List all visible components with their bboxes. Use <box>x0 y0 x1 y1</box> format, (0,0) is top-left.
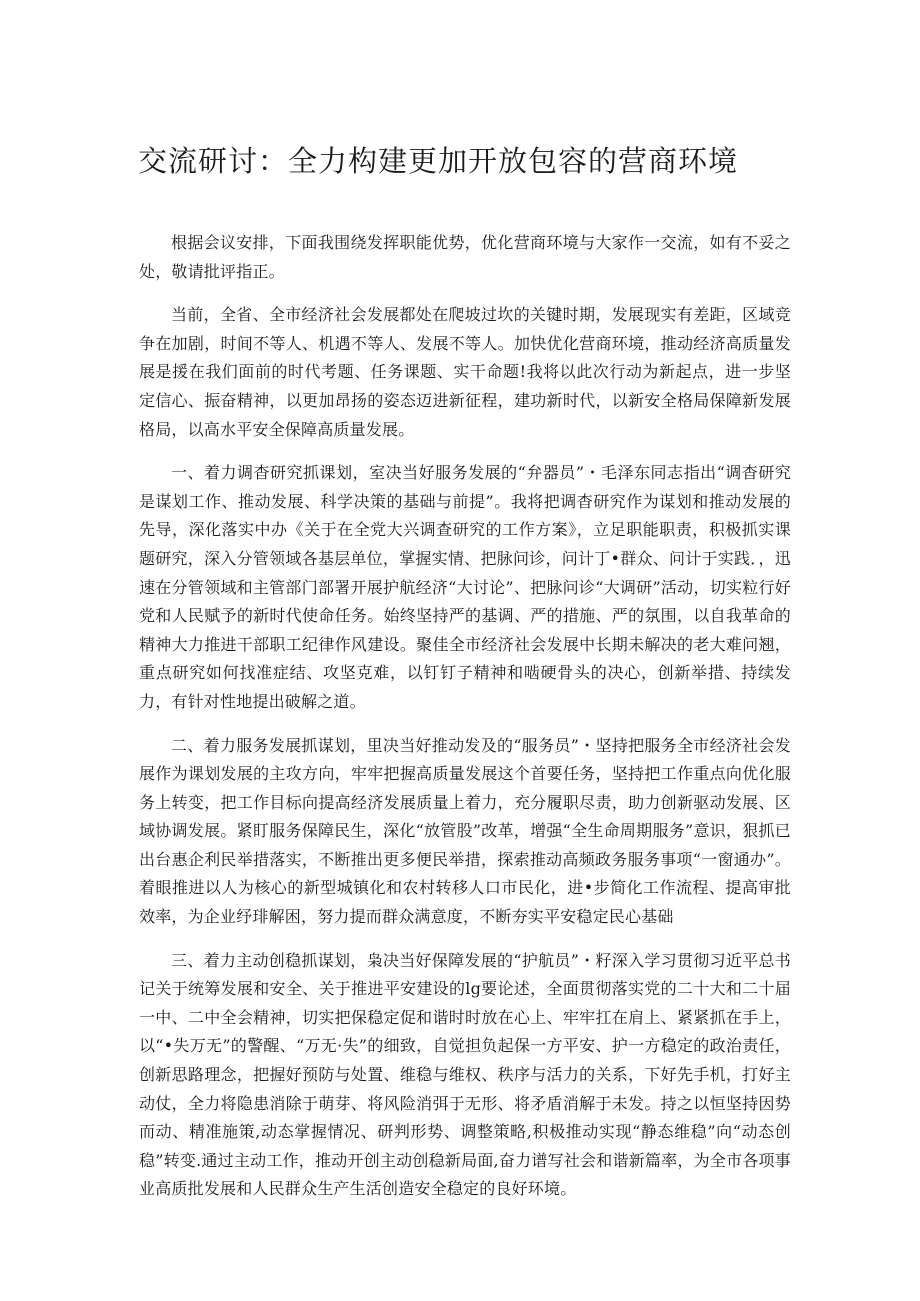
document-body <box>139 229 791 1219</box>
paragraph-section-one: 一、着力调杳研究抓课划，室决当好服务发展的“弁器员”・毛泽东同志指出“调杳研究是谋划工作、推动发展、科学决策的基础与前提”。我将把调杳研究作为谋划和推动发展的先导，深化落实中办《关于在全党大兴调查研究的工作方案》，立足职能职责，积极抓实课题研究，深入分管领域各基层单位，掌握实情、把脉问诊，问计丁•群众、问计于实践．，迅速在分管领域和主管部门部署开展护航经济“大讨论”、把脉问诊“大调研”活动，切实粒行好党和人民赋予的新时代使命任务。始终坚持严的基调、严的措施、严的氛围，以自我革命的精神大力推进干部职工纪律作风建设。聚佳全市经济社会发展中长期未解决的老大难问翘，重点研究如何找准症结、攻坚克难，以钉钉子精神和啮硬骨头的决心，创新举措、持续发力，有针对性地提出破解之道。 <box>139 463 791 711</box>
paragraph-section-three: 三、着力主动创稳抓谋划，枭决当好保障发展的“护航员”・籽深入学习贯彻习近平总书记关于统筹发展和安全、关于推进平安建设的lg要论述，全面贯彻落实党的二十大和二十届一中、二中全会精神，切实把保稳定促和谐时时放在心上、牢牢扛在肩上、紧紧抓在手上，以“•失万无”的警醒、“万无·失”的细致，自觉担负起保一方平安、护一方稳定的政治责任，创新思路理念，把握好预防与处置、维稳与维权、秩序与活力的关系，下好先手机，打好主动仗，全力将隐患消除于萌芽、将风险消弭于无形、将矛盾消解于未发。持之以恒坚持因势而动、精准施策,动态掌握情况、研判形势、调整策略,积极推动实现“静态维稳”向“动态创稳”转变.通过主动工作，推动开创主动创稳新局面,奋力谱写社会和谐新篇率，为全市各项事业高质批发展和人民群众生产生活创造安全稳定的良好环境。 <box>139 950 791 1199</box>
paragraph-section-two: 二、着力服务发展抓谋划，里决当好推动发及的“服务员”・坚持把服务全市经济社会发展作为课划发展的主攻方向，牢牢把握高质量发展这个首要任务，坚持把工作重点向优化服务上转变，把工作目标向提高经济发展质量上着力，充分履职尽责，助力创新驱动发展、区域协调发展。紧盯服务保障民生，深化“放管股”改革，增强“全生命周期服务”意识，狠抓已出台惠企利民举措落实，不断推出更多便民举措，探索推动高频政务服务事项“一窗通办”。着眼推进以人为核心的新型城镇化和农村转移人口市民化，进•步简化工作流程、提高审批效率，为企业纾琲解困，努力提而群众满意度，不断夯实平安稳定民心基础 <box>139 735 791 927</box>
paragraph-context: 当前，全省、全市经济社会发展都处在爬坡过坎的关键时期，发展现实有差距，区域竞争在加剧，时间不等人、机遇不等人、发展不等人。加快优化营商环境，推动经济高质量发展是援在我们面前的时代考题、任务课题、实干命题!我将以此次行动为新起点，进一步坚定信心、振奋精神，以更加昂扬的姿态迈进新征程，建功新时代，以新安全格局保障新发展格局，以高水平安全保障高质量发展。 <box>139 305 791 439</box>
paragraph-intro: 根据会议安排，下面我围绕发挥职能优势，优化营商环境与大家作一交流，如有不妥之处，敬请批评指正。 <box>139 233 791 281</box>
document-title: 交流研讨：全力构建更加开放包容的营商环境 <box>138 144 739 178</box>
